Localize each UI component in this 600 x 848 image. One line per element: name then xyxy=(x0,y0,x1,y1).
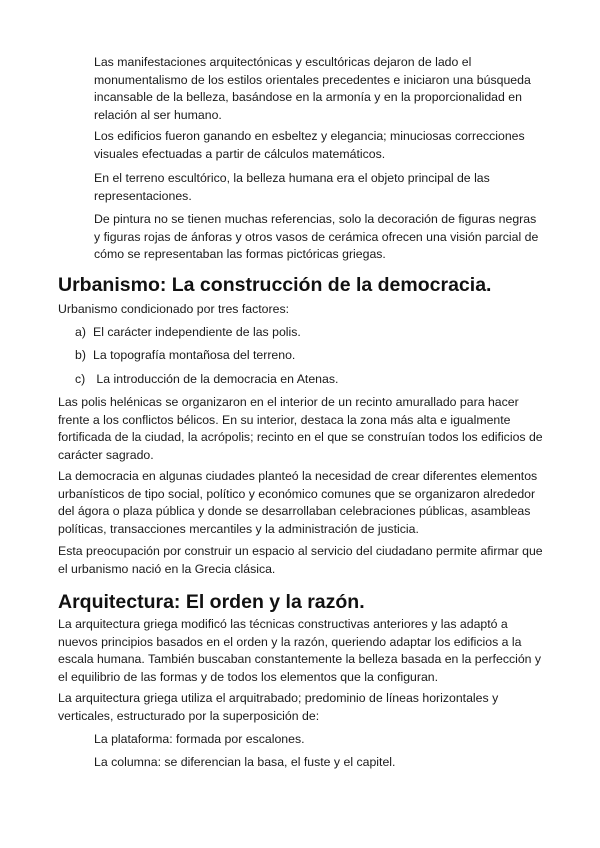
list-marker: b) xyxy=(75,348,86,362)
arquitectura-element: La plataforma: formada por escalones. xyxy=(94,732,305,746)
factor-item xyxy=(75,371,338,389)
section-heading-urbanismo: Urbanismo: La construcción de la democracia. xyxy=(58,274,492,296)
urbanismo-paragraph-3: Esta preocupación por construir un espacio al servicio del ciudadano permite afirmar que el urbanismo nació en la Grecia clásica. xyxy=(58,544,543,576)
list-item-text: La introducción de la democracia en Atenas. xyxy=(93,372,339,386)
section-heading-arquitectura: Arquitectura: El orden y la razón. xyxy=(58,591,365,613)
list-item-text: El carácter independiente de las polis. xyxy=(93,325,301,339)
urbanismo-paragraph-1: Las polis helénicas se organizaron en el interior de un recinto amurallado para hacer frente a los conflictos bélicos. En su interior, destaca la zona más alta e igualmente fortificada de la ciudad, la acrópolis; recinto en el que se construían todos los edificios de carácter sagrado. xyxy=(58,395,543,462)
intro-paragraph-3: En el terreno escultórico, la belleza humana era el objeto principal de las representaciones. xyxy=(94,171,490,203)
factor-item xyxy=(75,347,295,365)
arquitectura-paragraph-2: La arquitectura griega utiliza el arquitrabado; predominio de líneas horizontales y verticales, estructurado por la superposición de: xyxy=(58,691,499,723)
arquitectura-paragraph-1: La arquitectura griega modificó las técnicas constructivas anteriores y las adaptó a nuevos principios basados en el orden y la razón, queriendo adaptar los edificios a la escala humana. También buscaban constantemente la belleza basada en la perfección y el equilibrio de las formas y de todos los elementos que la configuran. xyxy=(58,617,542,684)
list-item-text: La topografía montañosa del terreno. xyxy=(93,348,296,362)
list-marker: c) xyxy=(75,372,86,386)
arquitectura-element: La columna: se diferencian la basa, el fuste y el capitel. xyxy=(94,755,396,769)
factor-item xyxy=(75,324,301,342)
list-marker: a) xyxy=(75,325,86,339)
intro-paragraph-1: Las manifestaciones arquitectónicas y escultóricas dejaron de lado el monumentalismo de los estilos orientales precedentes e iniciaron una búsqueda incansable de la belleza, basándose en la armonía y en la proporcionalidad en relación al ser humano. xyxy=(94,55,531,122)
urbanismo-lead: Urbanismo condicionado por tres factores: xyxy=(58,302,290,316)
intro-paragraph-2: Los edificios fueron ganando en esbeltez y elegancia; minuciosas correcciones visuales efectuadas a partir de cálculos matemáticos. xyxy=(94,129,525,161)
intro-paragraph-4: De pintura no se tienen muchas referencias, solo la decoración de figuras negras y figuras rojas de ánforas y otros vasos de cerámica ofrecen una visión parcial de cómo se representaban las formas pictóricas griegas. xyxy=(94,212,539,261)
urbanismo-paragraph-2: La democracia en algunas ciudades planteó la necesidad de crear diferentes elementos urbanísticos de tipo social, político y económico comunes que se organizaron alrededor del ágora o plaza pública y donde se desarrollaban celebraciones públicas, asambleas políticas, transacciones mercantiles y la administración de justicia. xyxy=(58,469,538,536)
